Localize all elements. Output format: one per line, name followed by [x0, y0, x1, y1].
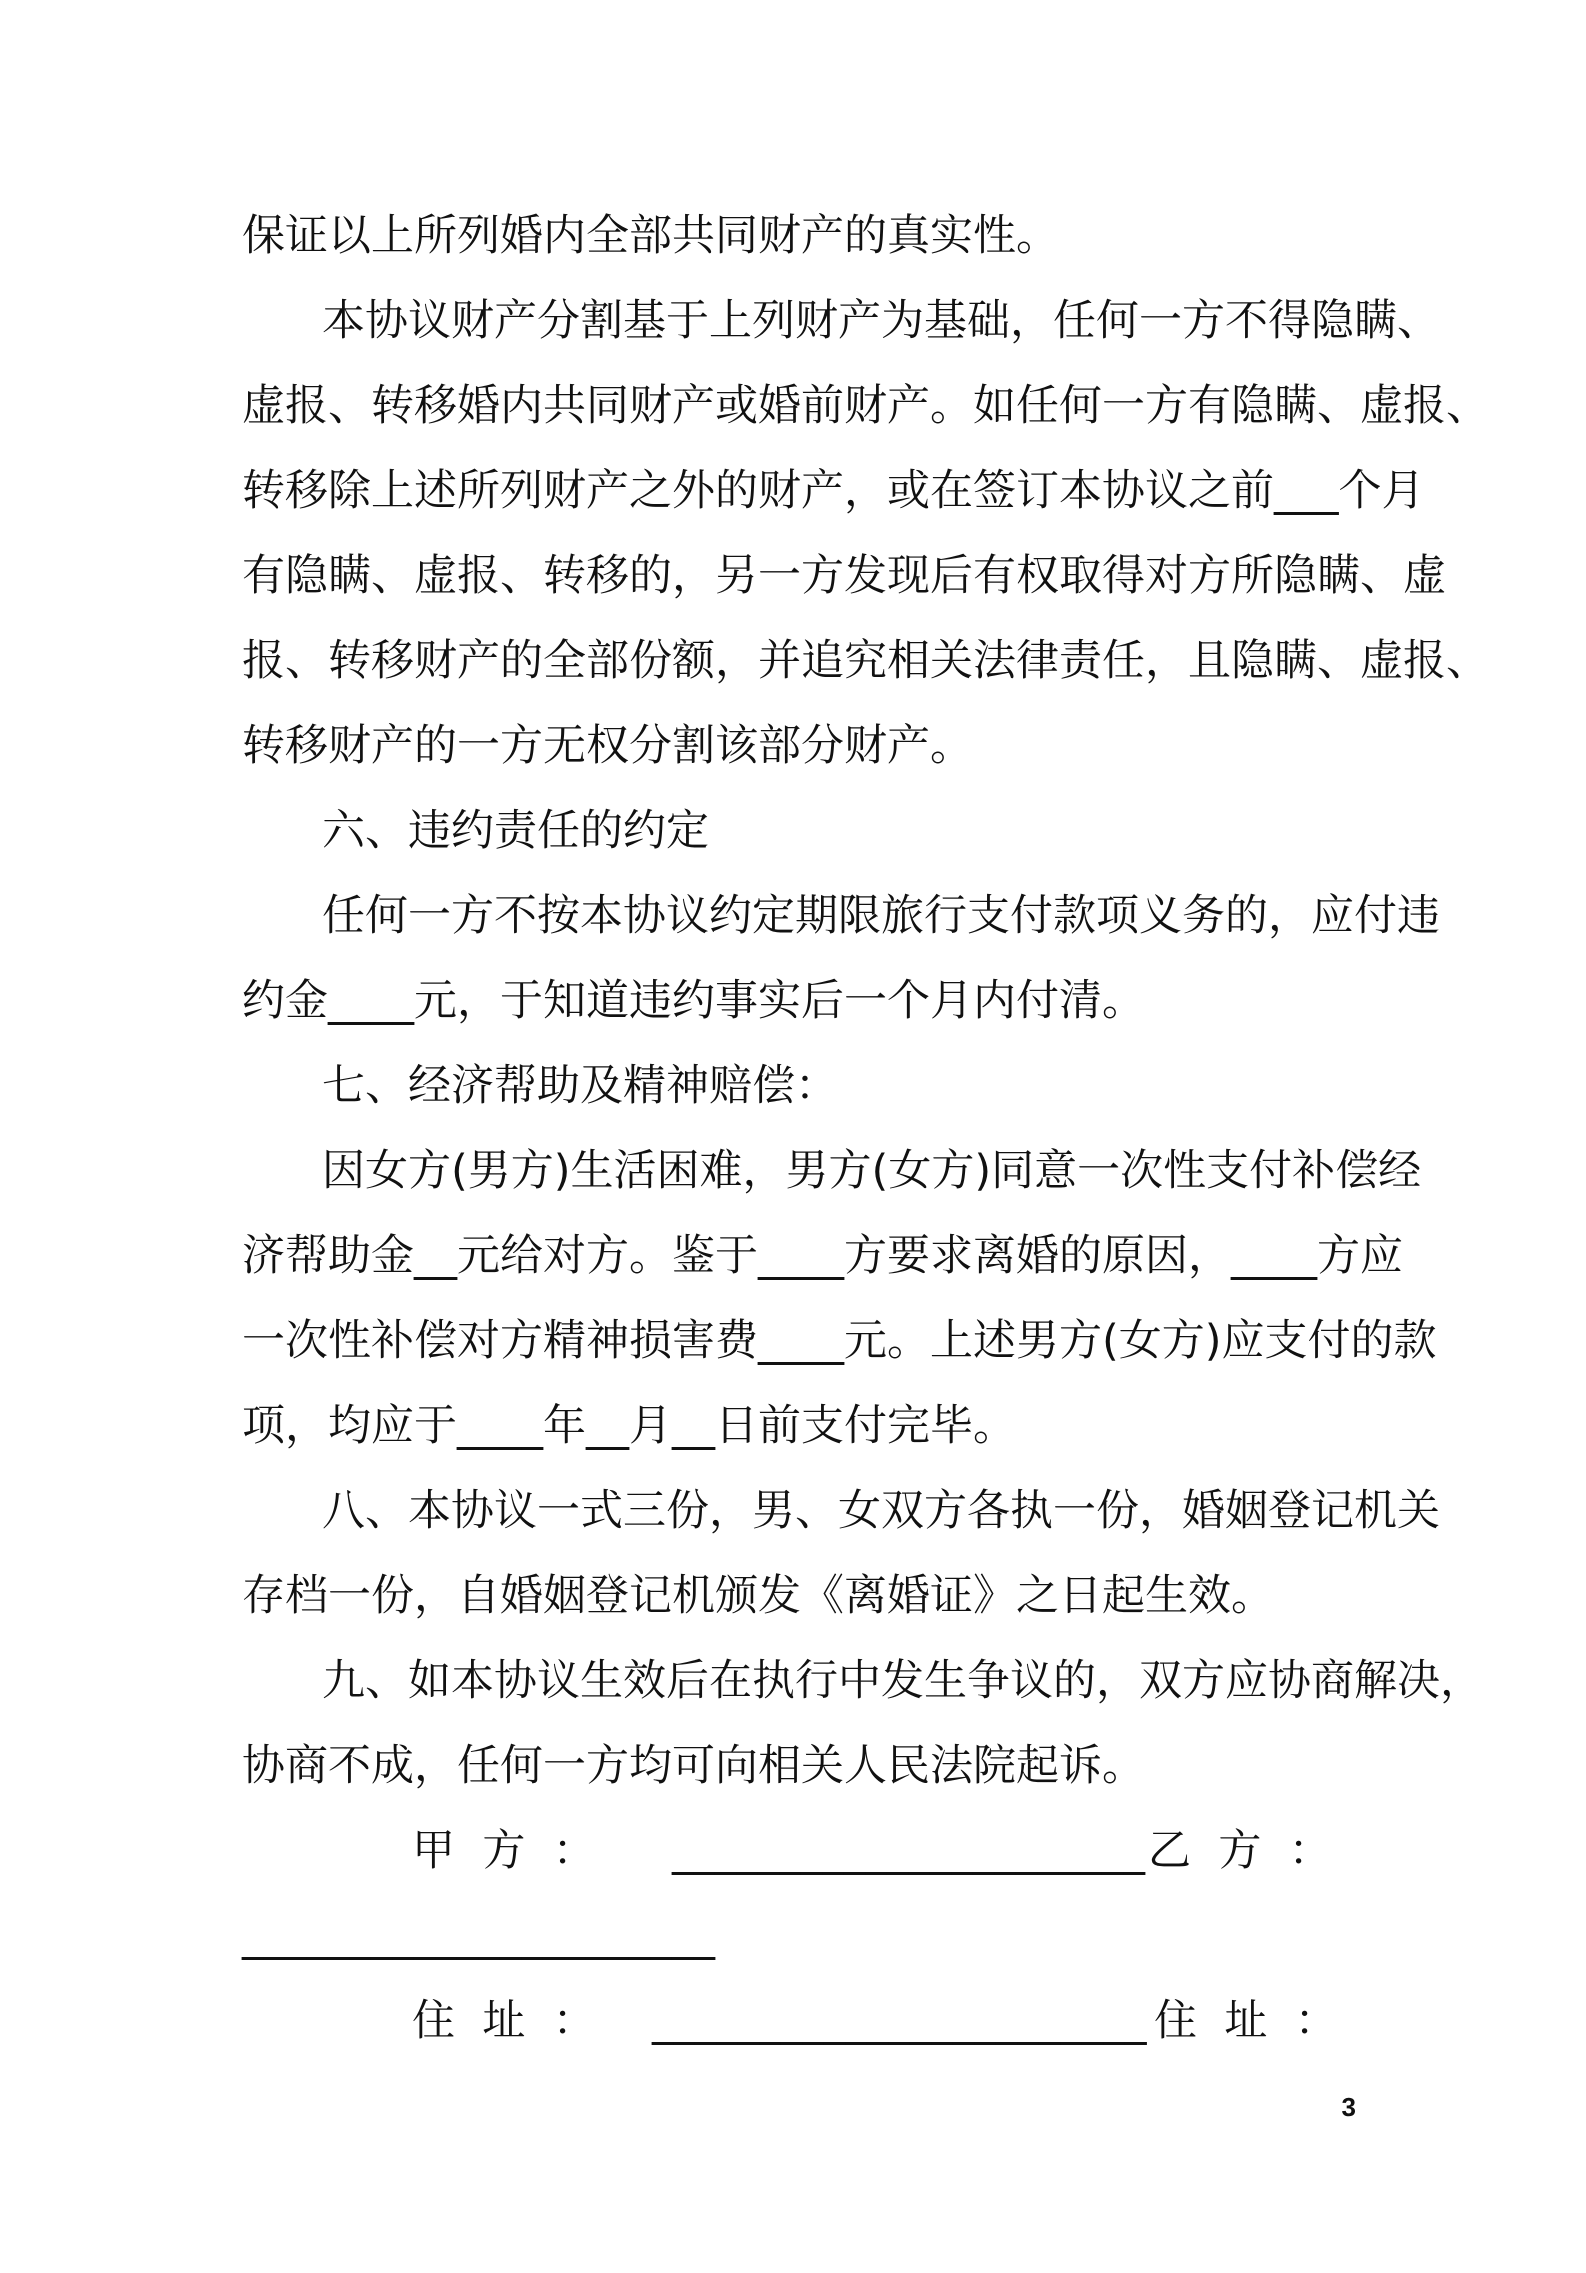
address-a-label: 住 址 ：	[412, 1996, 596, 2046]
signature-row-addresses	[242, 1993, 1346, 2273]
section-heading: 七、经济帮助及精神赔偿：	[322, 1061, 838, 1111]
page-number: 3	[1341, 2092, 1356, 2122]
party-b-blank: ______________________	[242, 1911, 715, 1961]
text-line: 任何一方不按本协议约定期限旅行支付款项义务的，应付违	[322, 891, 1440, 941]
text-line: 报、转移财产的全部份额，并追究相关法律责任，且隐瞒、虚报、	[242, 636, 1489, 686]
party-a-label: 甲 方 ：	[412, 1826, 596, 1876]
text-line: 九、如本协议生效后在执行中发生争议的，双方应协商解决，	[322, 1656, 1483, 1706]
section-heading: 六、违约责任的约定	[322, 806, 709, 856]
text-line: 一次性补偿对方精神损害费____元。上述男方(女方)应支付的款	[242, 1316, 1437, 1366]
text-line: 有隐瞒、虚报、转移的，另一方发现后有权取得对方所隐瞒、虚	[242, 551, 1446, 601]
text-line: 济帮助金__元给对方。鉴于____方要求离婚的原因，____方应	[242, 1231, 1403, 1281]
text-line: 约金____元，于知道违约事实后一个月内付清。	[242, 976, 1145, 1026]
text-line: 项，均应于____年__月__日前支付完毕。	[242, 1401, 1016, 1451]
party-a-blank: ______________________	[672, 1826, 1145, 1876]
text-line: 虚报、转移婚内共同财产或婚前财产。如任何一方有隐瞒、虚报、	[242, 381, 1489, 431]
text-line: 因女方(男方)生活困难，男方(女方)同意一次性支付补偿经	[322, 1146, 1422, 1196]
party-b-label: 乙 方 ：	[1148, 1826, 1332, 1876]
address-a-blank: _______________________	[652, 1996, 1147, 2046]
text-line: 转移除上述所列财产之外的财产，或在签订本协议之前___个月	[242, 466, 1425, 516]
text-line: 本协议财产分割基于上列财产为基础，任何一方不得隐瞒、	[322, 296, 1440, 346]
text-line: 八、本协议一式三份，男、女双方各执一份，婚姻登记机关	[322, 1486, 1440, 1536]
text-line: 转移财产的一方无权分割该部分财产。	[242, 721, 973, 771]
address-b-label: 住 址 ：	[1154, 1996, 1338, 2046]
text-line: 存档一份，自婚姻登记机颁发《离婚证》之日起生效。	[242, 1571, 1274, 1621]
text-line: 协商不成，任何一方均可向相关人民法院起诉。	[242, 1741, 1145, 1791]
text-line: 保证以上所列婚内全部共同财产的真实性。	[242, 211, 1059, 261]
